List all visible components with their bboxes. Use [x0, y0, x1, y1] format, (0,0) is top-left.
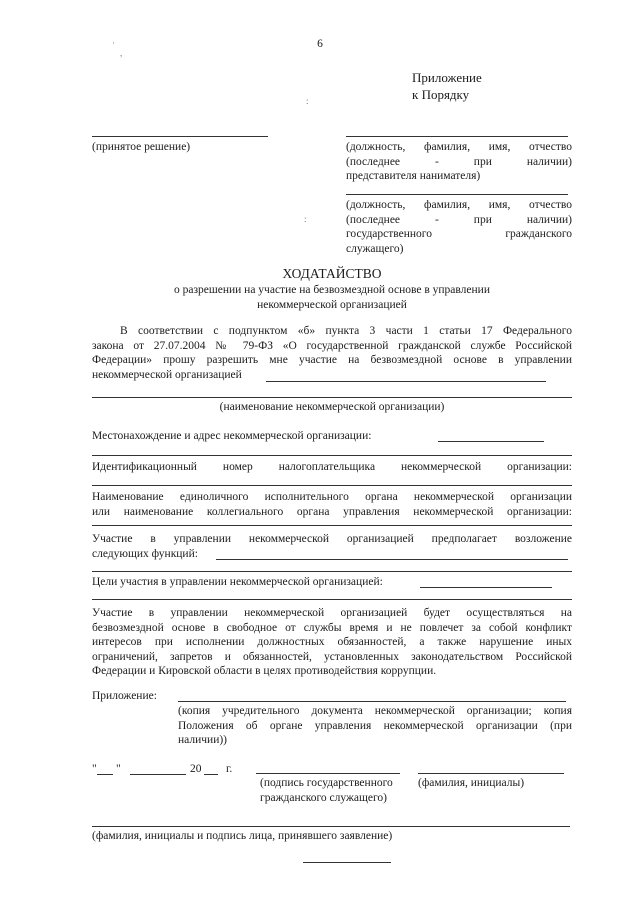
decision-caption: (принятое решение): [92, 141, 191, 153]
org-name-line-2[interactable]: [92, 397, 572, 398]
org-name-line[interactable]: [266, 381, 546, 382]
initials-line[interactable]: [418, 773, 564, 774]
employee-line[interactable]: [346, 194, 568, 195]
page-number: 6: [317, 38, 323, 50]
org-name-caption: (наименование некоммерческой организации): [219, 401, 445, 413]
month-line[interactable]: [130, 774, 186, 775]
appendix-title: Приложение: [412, 70, 482, 85]
executive-body-label: Наименование единоличного исполнительного органа некоммерческой организации или наименование коллегиального органа управления некоммерческой организации:: [92, 491, 572, 518]
receiver-caption: (фамилия, инициалы и подпись лица, принявшего заявление): [92, 830, 393, 842]
receiver-line[interactable]: [92, 826, 570, 827]
document-title: ХОДАТАЙСТВО: [282, 266, 382, 281]
document-subtitle: о разрешении на участие на безвозмездной основе в управлении некоммерческой организацией: [174, 284, 490, 311]
signature-caption: (подпись государственного гражданского служащего): [260, 777, 393, 804]
request-paragraph: В соответствии с подпунктом «б» пункта 3 части 1 статьи 17 Федерального закона от 27.07.2004 № 79-ФЗ «О государственной гражданской службе Российской Федерации» прошу разрешить мне участие на безвозмездной основе в управлении некоммерческой организацией: [92, 325, 572, 381]
appendix-subtitle: к Порядку: [412, 87, 470, 102]
year-line[interactable]: [204, 774, 218, 775]
scan-speck: ,: [120, 48, 123, 58]
scan-speck: ·: [112, 38, 115, 48]
inn-line[interactable]: [92, 485, 572, 486]
initials-caption: (фамилия, инициалы): [418, 777, 525, 789]
location-line-2[interactable]: [92, 455, 572, 456]
employer-rep-caption: (должность, фамилия, имя, отчество (последнее - при наличии) представителя нанимателя): [346, 141, 572, 183]
date-field: " " 20 г.: [92, 763, 233, 775]
functions-label: Участие в управлении некоммерческой организацией предполагает возложение следующих функций:: [92, 533, 572, 560]
executive-body-line[interactable]: [92, 525, 572, 526]
statement-paragraph: Участие в управлении некоммерческой организацией будет осуществляться на безвозмездной основе в свободное от службы время и не повлечет за собой конфликт интересов при исполнении должностных обязанностей, а также нарушение иных ограничений, запретов и обязанностей, установленных законодательством Российской Федерации и Кировской области в целях противодействия коррупции.: [92, 607, 572, 678]
closing-rule: [303, 862, 391, 863]
inn-label: Идентификационный номер налогоплательщика некоммерческой организации:: [92, 461, 572, 473]
goals-label: Цели участия в управлении некоммерческой организацией:: [92, 576, 383, 588]
day-line[interactable]: [97, 774, 113, 775]
signature-line[interactable]: [256, 773, 400, 774]
attachment-caption: (копия учредительного документа некоммерческой организации; копия Положения об органе управления некоммерческой организации (при наличии)): [178, 705, 572, 747]
decision-line[interactable]: [92, 136, 268, 137]
location-label: Местонахождение и адрес некоммерческой организации:: [92, 430, 372, 442]
scan-speck: :: [304, 214, 307, 224]
attachment-line[interactable]: [178, 701, 566, 702]
employer-rep-line[interactable]: [346, 136, 568, 137]
scan-speck: :: [306, 96, 309, 106]
functions-line-2[interactable]: [92, 571, 572, 572]
location-line[interactable]: [438, 441, 544, 442]
attachment-label: Приложение:: [92, 690, 157, 702]
appendix-header: [412, 69, 482, 103]
functions-line[interactable]: [216, 559, 568, 560]
goals-line-2[interactable]: [92, 599, 572, 600]
goals-line[interactable]: [420, 587, 552, 588]
employee-caption: (должность, фамилия, имя, отчество (последнее - при наличии) государственного гражданского служащего): [346, 199, 572, 255]
